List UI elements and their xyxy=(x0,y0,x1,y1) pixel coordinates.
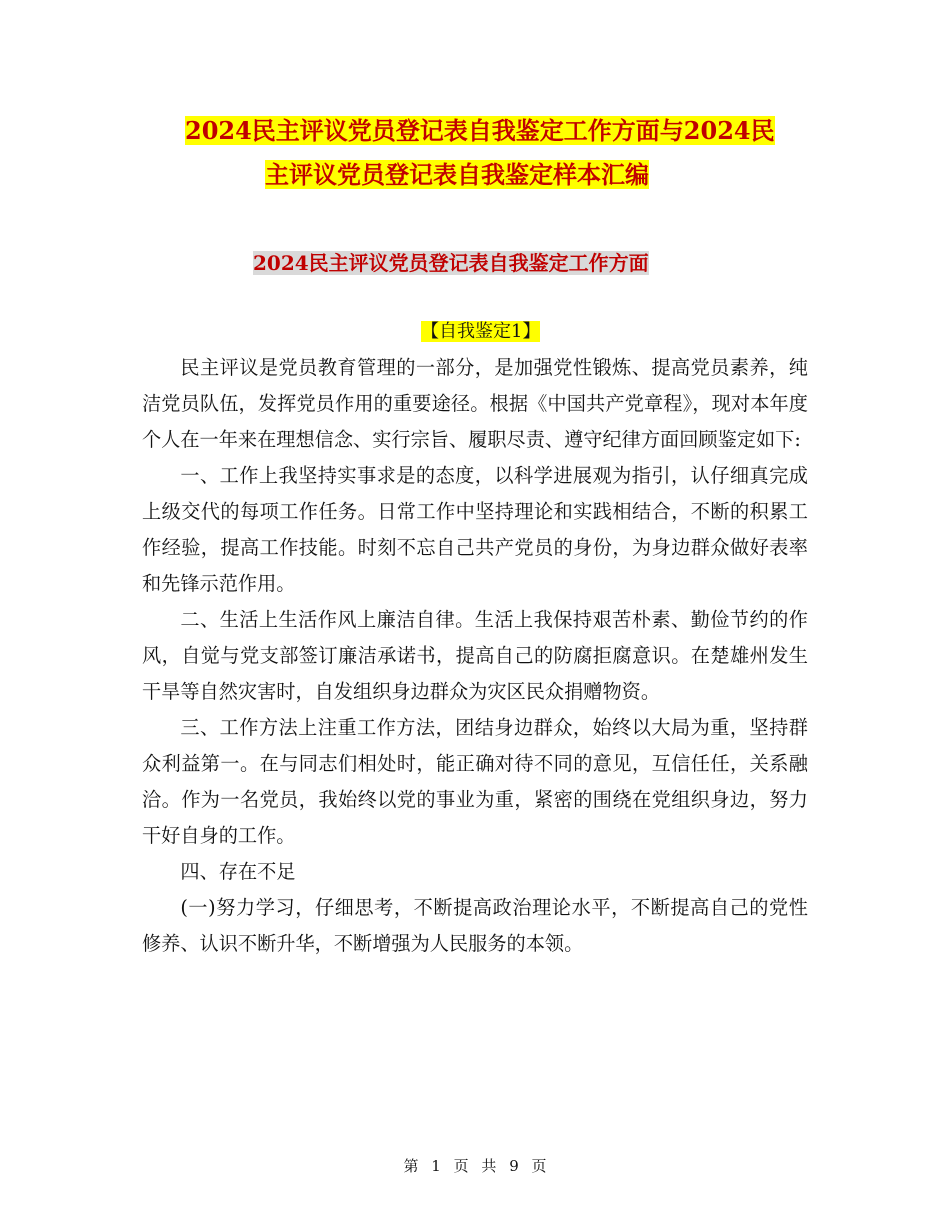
footer-page-number: 1 xyxy=(431,1157,441,1175)
self-appraisal-label xyxy=(421,318,540,346)
paragraph: 民主评议是党员教育管理的一部分，是加强党性锻炼、提高党员素养，纯洁党员队伍，发挥党员作用的重要途径。根据《中国共产党章程》，现对本年度个人在一年来在理想信念、实行宗旨、履职尽责、遵守纪律方面回顾鉴定如下: xyxy=(142,356,808,451)
paragraph: 二、生活上生活作风上廉洁自律。生活上我保持艰苦朴素、勤俭节约的作风，自觉与党支部签订廉洁承诺书，提高自己的防腐拒腐意识。在楚雄州发生干旱等自然灾害时，自发组织身边群众为灾区民众捐赠物资。 xyxy=(142,608,808,703)
page-footer xyxy=(0,1155,950,1176)
section-subtitle xyxy=(253,248,649,278)
paragraph: (一)努力学习，仔细思考，不断提高政治理论水平，不断提高自己的党性修养、认识不断升华，不断增强为人民服务的本领。 xyxy=(142,896,808,955)
footer-page-unit: 页 xyxy=(453,1157,469,1175)
document-title-line-1 xyxy=(185,114,775,148)
footer-page-label: 第 xyxy=(403,1157,419,1175)
title-line-2-text: 主评议党员登记表自我鉴定样本汇编 xyxy=(265,160,649,189)
document-body xyxy=(142,350,808,962)
footer-total-label: 共 xyxy=(481,1157,497,1175)
title-line-1-text: 2024民主评议党员登记表自我鉴定工作方面与2024民 xyxy=(185,116,775,145)
self-appraisal-label-text: 【自我鉴定1】 xyxy=(421,321,541,342)
paragraph: 四、存在不足 xyxy=(180,860,296,883)
footer-total-unit: 页 xyxy=(531,1157,547,1175)
footer-total-pages: 9 xyxy=(509,1157,519,1175)
subtitle-text: 2024民主评议党员登记表自我鉴定工作方面 xyxy=(253,251,649,275)
paragraph: 三、工作方法上注重工作方法，团结身边群众，始终以大局为重，坚持群众利益第一。在与同志们相处时，能正确对待不同的意见，互信任任，关系融洽。作为一名党员，我始终以党的事业为重，紧密的围绕在党组织身边，努力干好自身的工作。 xyxy=(142,716,808,847)
document-title-line-2 xyxy=(265,158,649,192)
paragraph: 一、工作上我坚持实事求是的态度，以科学进展观为指引，认仔细真完成上级交代的每项工作任务。日常工作中坚持理论和实践相结合，不断的积累工作经验，提高工作技能。时刻不忘自己共产党员的身份，为身边群众做好表率和先锋示范作用。 xyxy=(142,464,808,595)
